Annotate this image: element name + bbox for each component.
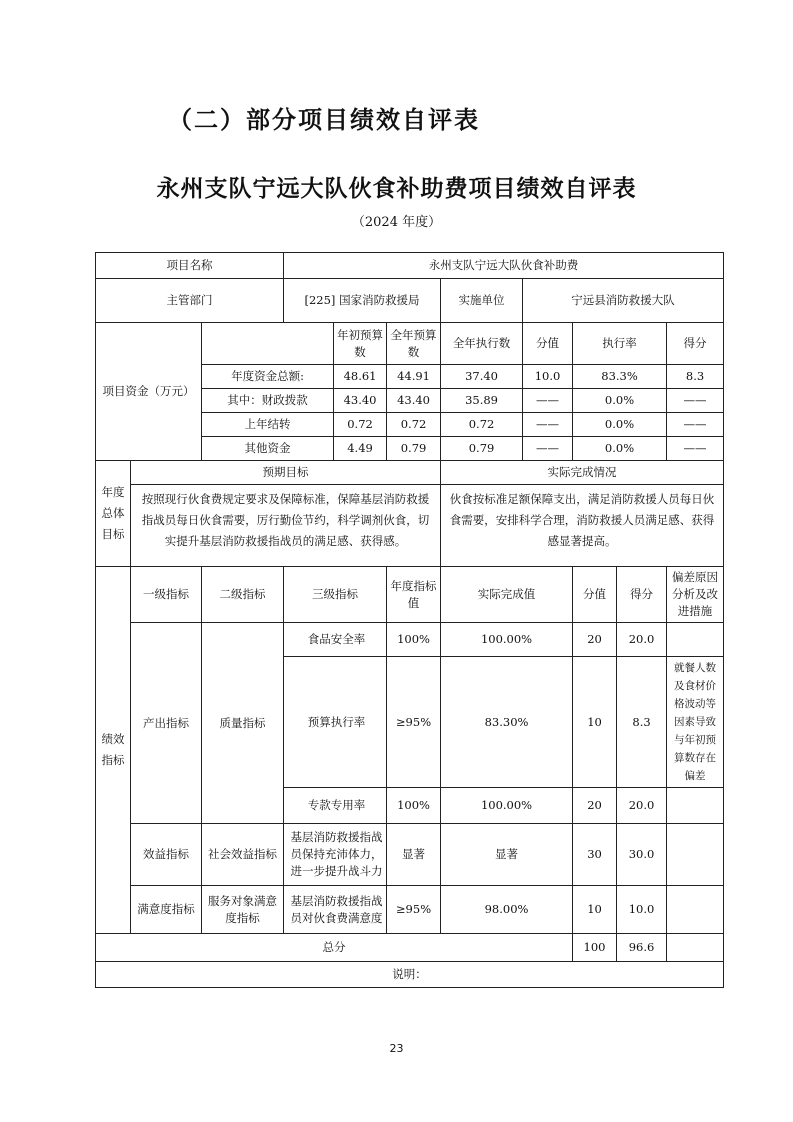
indicator-level3: 专款专用率 <box>284 788 387 824</box>
total-row <box>96 934 724 962</box>
goals-expected-label: 预期目标 <box>131 461 441 485</box>
funds-row-name: 其他资金 <box>202 437 334 461</box>
goals-header-row <box>96 461 724 485</box>
funds-row-rate: 83.3% <box>573 365 667 389</box>
funds-row-name: 年度资金总额: <box>202 365 334 389</box>
indicators-header-level3: 三级指标 <box>284 567 387 623</box>
funds-row-score: 8.3 <box>667 365 724 389</box>
indicator-reason <box>667 886 724 934</box>
funds-label: 项目资金（万元） <box>96 323 202 461</box>
dept-value: [225] 国家消防救援局 <box>284 279 441 323</box>
funds-header-executed: 全年执行数 <box>441 323 523 365</box>
funds-row-points: —— <box>523 437 573 461</box>
indicator-level1: 产出指标 <box>131 623 202 824</box>
goals-content-row <box>96 485 724 567</box>
goals-actual-text: 伙食按标准足额保障支出，满足消防救援人员每日伙食需要，安排科学合理，消防救援人员满足感、获得感显著提高。 <box>441 485 724 567</box>
funds-row-rate: 0.0% <box>573 389 667 413</box>
indicator-level3: 预算执行率 <box>284 657 387 788</box>
indicator-target: ≥95% <box>387 886 441 934</box>
indicator-level3: 食品安全率 <box>284 623 387 657</box>
indicator-target: 显著 <box>387 824 441 886</box>
funds-row-annual: 43.40 <box>387 389 441 413</box>
evaluation-table <box>95 252 724 988</box>
indicator-points: 10 <box>573 657 617 788</box>
indicators-header-target: 年度指标值 <box>387 567 441 623</box>
indicators-header-actual: 实际完成值 <box>441 567 573 623</box>
indicator-actual: 100.00% <box>441 623 573 657</box>
indicator-points: 20 <box>573 623 617 657</box>
funds-row-name: 上年结转 <box>202 413 334 437</box>
impl-unit-value: 宁远县消防救援大队 <box>523 279 724 323</box>
funds-row-annual: 0.79 <box>387 437 441 461</box>
total-score: 96.6 <box>617 934 667 962</box>
funds-row-executed: 0.72 <box>441 413 523 437</box>
funds-row-score: —— <box>667 437 724 461</box>
indicators-header-score: 得分 <box>617 567 667 623</box>
funds-row-rate: 0.0% <box>573 437 667 461</box>
total-points: 100 <box>573 934 617 962</box>
funds-header-initial: 年初预算数 <box>334 323 387 365</box>
indicator-score: 30.0 <box>617 824 667 886</box>
indicator-row <box>96 824 724 886</box>
document-year: （2024 年度） <box>351 215 442 230</box>
funds-row-rate: 0.0% <box>573 413 667 437</box>
indicator-points: 30 <box>573 824 617 886</box>
indicator-score: 8.3 <box>617 657 667 788</box>
funds-row-points: —— <box>523 389 573 413</box>
indicator-score: 10.0 <box>617 886 667 934</box>
funds-row-initial: 0.72 <box>334 413 387 437</box>
funds-row-initial: 48.61 <box>334 365 387 389</box>
indicator-level3: 基层消防救援指战员对伙食费满意度 <box>284 886 387 934</box>
indicators-header-level1: 一级指标 <box>131 567 202 623</box>
note-row <box>96 962 724 988</box>
indicator-target: ≥95% <box>387 657 441 788</box>
indicators-header-row <box>96 567 724 623</box>
funds-row-executed: 35.89 <box>441 389 523 413</box>
funds-row-executed: 0.79 <box>441 437 523 461</box>
indicator-reason <box>667 623 724 657</box>
indicator-level2: 质量指标 <box>202 623 284 824</box>
goals-expected-text: 按照现行伙食费规定要求及保障标准，保障基层消防救援指战员每日伙食需要，厉行勤俭节约，科学调剂伙食，切实提升基层消防救援指战员的满足感、获得感。 <box>131 485 441 567</box>
funds-row-name: 其中：财政拨款 <box>202 389 334 413</box>
indicator-level3: 基层消防救援指战员保持充沛体力，进一步提升战斗力 <box>284 824 387 886</box>
indicator-target: 100% <box>387 623 441 657</box>
indicators-header-level2: 二级指标 <box>202 567 284 623</box>
indicator-reason: 就餐人数及食材价格波动等因素导致与年初预算数存在偏差 <box>667 657 724 788</box>
funds-header-points: 分值 <box>523 323 573 365</box>
indicator-score: 20.0 <box>617 623 667 657</box>
funds-row-points: —— <box>523 413 573 437</box>
indicator-points: 10 <box>573 886 617 934</box>
total-label: 总分 <box>96 934 573 962</box>
page-number: 23 <box>389 1042 404 1055</box>
indicators-label: 绩效指标 <box>96 567 131 934</box>
indicator-reason <box>667 824 724 886</box>
impl-unit-label: 实施单位 <box>441 279 523 323</box>
indicator-actual: 100.00% <box>441 788 573 824</box>
funds-row-score: —— <box>667 389 724 413</box>
dept-row <box>96 279 724 323</box>
funds-header-blank <box>202 323 334 365</box>
funds-row-annual: 0.72 <box>387 413 441 437</box>
funds-row-points: 10.0 <box>523 365 573 389</box>
section-heading: （二）部分项目绩效自评表 <box>168 105 480 134</box>
funds-header-score: 得分 <box>667 323 724 365</box>
funds-row-executed: 37.40 <box>441 365 523 389</box>
indicator-score: 20.0 <box>617 788 667 824</box>
goals-label: 年度总体目标 <box>96 461 131 567</box>
indicators-header-points: 分值 <box>573 567 617 623</box>
dept-label: 主管部门 <box>96 279 284 323</box>
note-label: 说明： <box>96 962 724 988</box>
indicator-level1: 效益指标 <box>131 824 202 886</box>
project-name-label: 项目名称 <box>96 253 284 279</box>
indicator-level2: 服务对象满意度指标 <box>202 886 284 934</box>
document-title: 永州支队宁远大队伙食补助费项目绩效自评表 <box>156 175 637 202</box>
indicator-points: 20 <box>573 788 617 824</box>
funds-row-score: —— <box>667 413 724 437</box>
funds-row-initial: 43.40 <box>334 389 387 413</box>
total-reason-blank <box>667 934 724 962</box>
indicator-row <box>96 886 724 934</box>
indicator-actual: 83.30% <box>441 657 573 788</box>
funds-header-rate: 执行率 <box>573 323 667 365</box>
indicator-actual: 98.00% <box>441 886 573 934</box>
indicator-level1: 满意度指标 <box>131 886 202 934</box>
funds-row-annual: 44.91 <box>387 365 441 389</box>
indicator-target: 100% <box>387 788 441 824</box>
indicator-reason <box>667 788 724 824</box>
indicator-row <box>96 623 724 657</box>
funds-row-initial: 4.49 <box>334 437 387 461</box>
indicator-level2: 社会效益指标 <box>202 824 284 886</box>
indicator-actual: 显著 <box>441 824 573 886</box>
funds-header-annual: 全年预算数 <box>387 323 441 365</box>
project-name-row <box>96 253 724 279</box>
funds-header-row <box>96 323 724 365</box>
goals-actual-label: 实际完成情况 <box>441 461 724 485</box>
project-name-value: 永州支队宁远大队伙食补助费 <box>284 253 724 279</box>
indicators-header-reason: 偏差原因分析及改进措施 <box>667 567 724 623</box>
